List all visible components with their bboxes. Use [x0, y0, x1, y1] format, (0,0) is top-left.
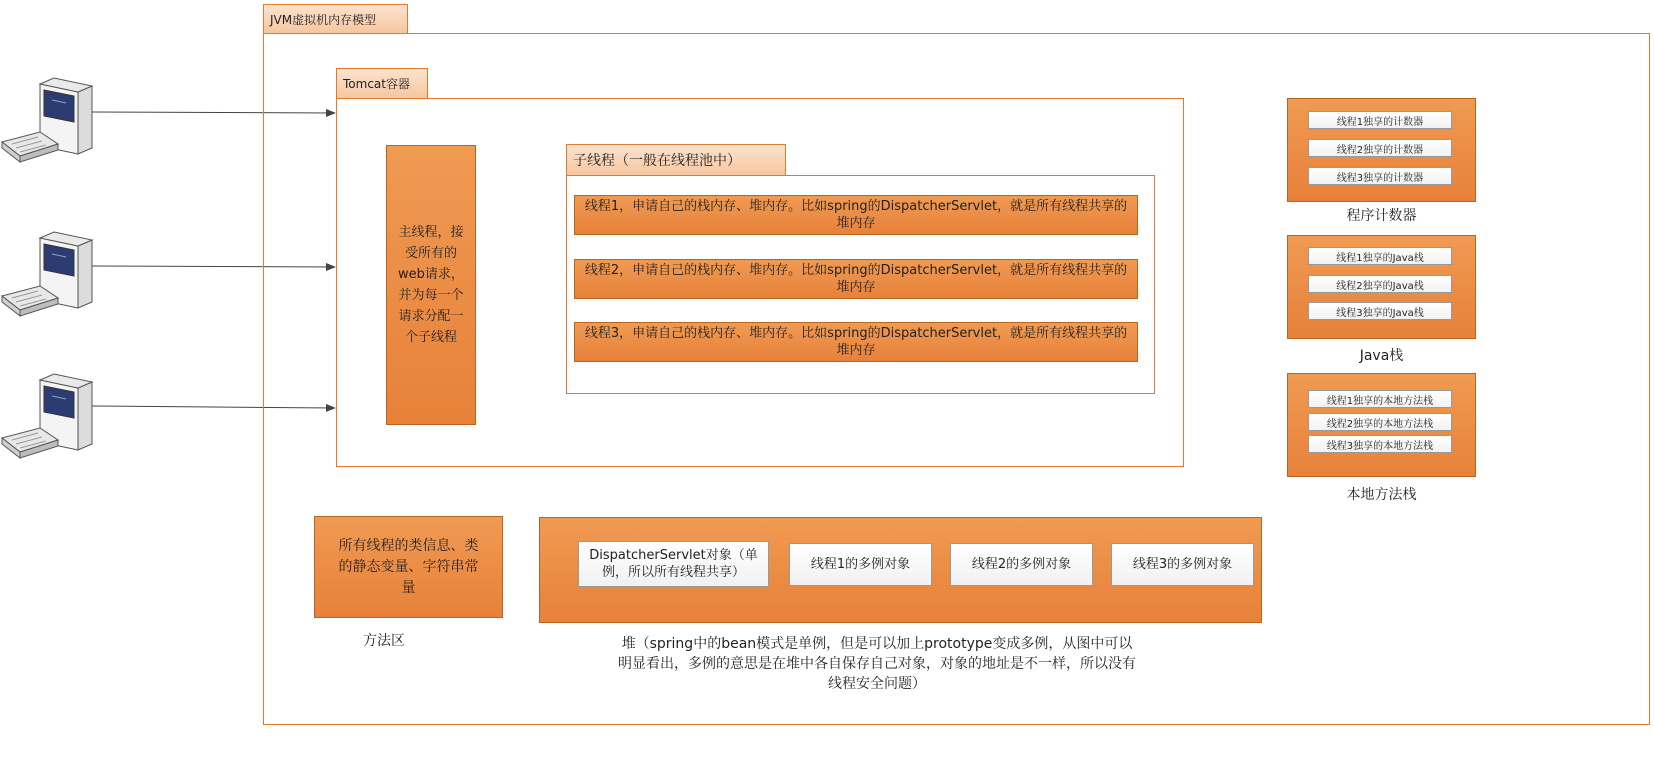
subthread-box-2: [574, 259, 1138, 299]
subthread-text-1: 线程1，申请自己的栈内存、堆内存。比如spring的DispatcherServlet，就是所有线程共享的堆内存: [584, 199, 1128, 231]
subthread-text-3: 线程3，申请自己的栈内存、堆内存。比如spring的DispatcherServlet，就是所有线程共享的堆内存: [584, 326, 1128, 358]
subthread-box-3: [574, 322, 1138, 362]
heap-caption: 堆（spring中的bean模式是单例，但是可以加上prototype变成多例，从图中可以明显看出，多例的意思是在堆中各自保存自己对象，对象的地址是不一样，所以没有线程安全问题）: [618, 636, 1136, 692]
java-stack-label-1: 线程1独享的Java栈: [1336, 252, 1424, 264]
program-counter-item-3: [1308, 167, 1452, 185]
native-stack-caption: 本地方法栈: [1346, 487, 1417, 503]
jvm-title: JVM虚拟机内存模型: [270, 12, 377, 27]
java-stack-item-2: [1308, 275, 1452, 293]
client-computer-icon: [2, 232, 92, 316]
heap-thread3-object: [1111, 543, 1254, 586]
java-stack-item-1: [1308, 247, 1452, 265]
native-stack-item-1: [1308, 390, 1452, 408]
heap-thread1-object: [789, 543, 932, 586]
java-stack-item-3: [1308, 302, 1452, 320]
jvm-frame-tab: [263, 4, 408, 33]
method-area-box: [314, 516, 503, 618]
heap-thread2-label: 线程2的多例对象: [971, 557, 1072, 572]
native-stack-item-2: [1308, 413, 1452, 431]
native-stack-label-2: 线程2独享的本地方法栈: [1326, 418, 1434, 430]
subthread-pool-title: 子线程（一般在线程池中）: [573, 153, 741, 169]
program-counter-item-2: [1308, 139, 1452, 157]
java-stack-caption: Java栈: [1359, 348, 1404, 364]
program-counter-label-2: 线程2独享的计数器: [1336, 144, 1424, 156]
heap-thread1-label: 线程1的多例对象: [810, 557, 911, 572]
client-computer-icon: [2, 78, 92, 162]
method-area-caption: 方法区: [363, 633, 405, 649]
program-counter-item-1: [1308, 111, 1452, 129]
heap-singleton-object: [578, 541, 769, 587]
subthread-box-1: [574, 195, 1138, 235]
heap-thread3-label: 线程3的多例对象: [1132, 557, 1233, 572]
method-area-text: 所有线程的类信息、类的静态变量、字符串常量: [338, 537, 479, 596]
heap-thread2-object: [950, 543, 1093, 586]
native-stack-label-1: 线程1独享的本地方法栈: [1326, 395, 1434, 407]
main-thread-box: [386, 145, 476, 425]
java-stack-label-2: 线程2独享的Java栈: [1336, 280, 1424, 292]
heap-singleton-label: DispatcherServlet对象（单例，所以所有线程共享）: [589, 548, 758, 580]
program-counter-label-1: 线程1独享的计数器: [1336, 116, 1424, 128]
java-stack-label-3: 线程3独享的Java栈: [1336, 307, 1424, 319]
tomcat-title: Tomcat容器: [343, 77, 410, 91]
subthread-text-2: 线程2，申请自己的栈内存、堆内存。比如spring的DispatcherServlet，就是所有线程共享的堆内存: [584, 263, 1128, 295]
native-stack-label-3: 线程3独享的本地方法栈: [1326, 440, 1434, 452]
program-counter-label-3: 线程3独享的计数器: [1336, 172, 1424, 184]
client-computer-icon: [2, 374, 92, 458]
program-counter-caption: 程序计数器: [1346, 208, 1417, 224]
main-thread-text: 主线程，接受所有的web请求，并为每一个请求分配一个子线程: [398, 225, 464, 345]
subthread-pool-tab: [566, 144, 786, 175]
tomcat-frame-tab: [336, 68, 428, 98]
native-stack-item-3: [1308, 435, 1452, 453]
